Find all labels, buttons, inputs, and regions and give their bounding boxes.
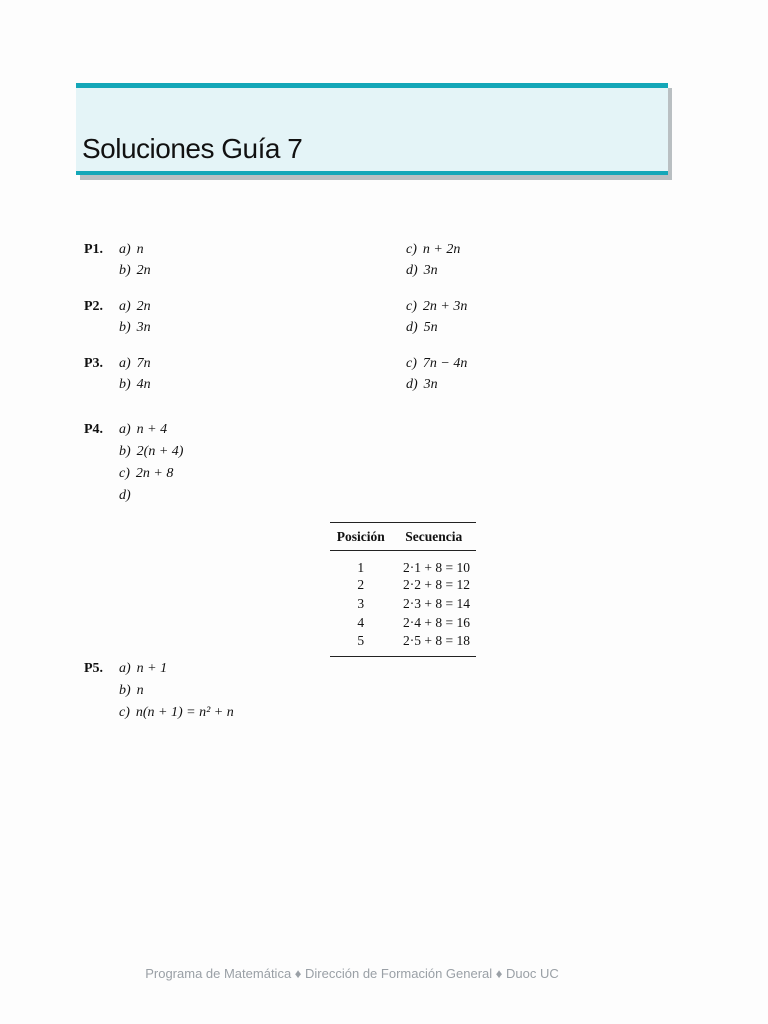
problem-label: P5. xyxy=(84,661,104,676)
problem-label: P3. xyxy=(84,356,104,371)
answer-c: c) n + 2n xyxy=(406,242,461,257)
table-row xyxy=(330,595,476,614)
table-cell: 2·2 + 8 = 12 xyxy=(403,577,470,592)
page-footer: Programa de Matemática ♦ Dirección de Formación General ♦ Duoc UC xyxy=(145,966,559,981)
problem-label: P4. xyxy=(84,422,104,437)
answer-a: a) 2n xyxy=(119,299,151,314)
table-row xyxy=(330,614,476,633)
table-row xyxy=(330,551,476,576)
table-header-row xyxy=(330,523,476,551)
answer-b: b) n xyxy=(119,683,144,698)
answer-a: a) 7n xyxy=(119,356,151,371)
table-cell: 5 xyxy=(357,632,365,648)
table-cell: 3 xyxy=(357,596,365,611)
answer-d: d) 5n xyxy=(406,320,438,335)
problem-label: P2. xyxy=(84,299,104,314)
answer-b: b) 2(n + 4) xyxy=(119,444,184,459)
answer-a: a) n + 1 xyxy=(119,661,168,676)
answer-c: c) 2n + 8 xyxy=(119,466,174,481)
problem-label: P1. xyxy=(84,242,104,257)
answer-c: c) 7n − 4n xyxy=(406,356,468,371)
table-cell: 2·5 + 8 = 18 xyxy=(403,632,470,648)
table-cell: 2 xyxy=(357,577,365,592)
answer-a: a) n + 4 xyxy=(119,422,168,437)
table-cell: 4 xyxy=(357,615,365,630)
page-title: Soluciones Guía 7 xyxy=(82,133,303,164)
answer-a: a) n xyxy=(119,242,144,257)
answer-b: b) 3n xyxy=(119,320,151,335)
answer-b: b) 2n xyxy=(119,263,151,278)
answer-c: c) n(n + 1) = n² + n xyxy=(119,705,234,720)
column-header: Secuencia xyxy=(391,523,476,551)
table-cell: 2·1 + 8 = 10 xyxy=(403,559,470,575)
answer-c: c) 2n + 3n xyxy=(406,299,468,314)
sequence-table xyxy=(330,522,476,657)
answer-d: d) 3n xyxy=(406,263,438,278)
answer-b: b) 4n xyxy=(119,377,151,392)
table-row xyxy=(330,633,476,657)
title-banner xyxy=(76,83,668,175)
table-cell: 2·4 + 8 = 16 xyxy=(403,615,470,630)
table-cell: 1 xyxy=(357,559,365,575)
answer-d: d) xyxy=(119,488,131,503)
table-row xyxy=(330,576,476,595)
column-header: Posición xyxy=(330,523,391,551)
table-cell: 2·3 + 8 = 14 xyxy=(403,596,470,611)
answer-d: d) 3n xyxy=(406,377,438,392)
